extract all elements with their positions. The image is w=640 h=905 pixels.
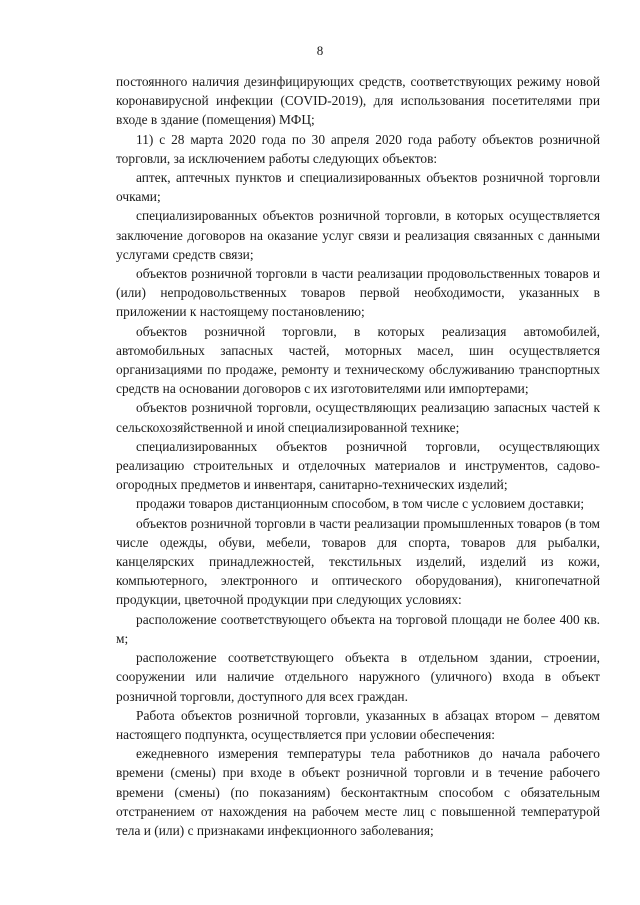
paragraph: специализированных объектов розничной торговли, осуществляющих реализацию строительных и отделочных материалов и инструментов, садово-огородных предметов и инвентаря, санитарно-технических изделий; — [116, 438, 600, 493]
paragraph: ежедневного измерения температуры тела работников до начала рабочего времени (смены) при входе в объект розничной торговли и в течение рабочего времени (смены) (по показаниям) бесконтактным способом с обязательным отстранением от нахождения на рабочем месте лиц с повышенной температурой тела и (или) с признаками инфекционного заболевания; — [116, 746, 600, 838]
paragraph: объектов розничной торговли, в которых реализация автомобилей, автомобильных запасных частей, моторных масел, шин осуществляется организациями по продаже, ремонту и техническому обслуживанию транспортных средств на основании договоров с их изготовителями или импортерами; — [116, 323, 600, 397]
paragraph: объектов розничной торговли в части реализации продовольственных товаров и (или) непродовольственных товаров первой необходимости, указанных в приложении к настоящему постановлению; — [116, 266, 600, 320]
paragraph: объектов розничной торговли в части реализации промышленных товаров (в том числе одежды, обуви, мебели, товаров для спорта, товаров для рыбалки, канцелярских принадлежностей, текстильных изделий, изделий из кожи, компьютерного, электронного и оптического оборудования), книгопечатной продукции, цветочной продукции при следующих условиях: — [116, 515, 600, 608]
paragraph: Работа объектов розничной торговли, указанных в абзацах втором – девятом настоящего подпункта, осуществляется при условии обеспечения: — [116, 707, 600, 742]
paragraph: объектов розничной торговли, осуществляющих реализацию запасных частей к сельскохозяйственной и иной специализированной технике; — [116, 400, 600, 435]
paragraph: продажи товаров дистанционным способом, в том числе с условием доставки; — [136, 496, 585, 512]
paragraph: аптек, аптечных пунктов и специализированных объектов розничной торговли очками; — [116, 170, 600, 205]
paragraph: постоянного наличия дезинфицирующих средств, соответствующих режиму новой коронавирусной инфекции (COVID-2019), для использования посетителями при входе в здание (помещения) МФЦ; — [116, 74, 600, 128]
document-body — [116, 72, 600, 840]
paragraph: специализированных объектов розничной торговли, в которых осуществляется заключение договоров на оказание услуг связи и реализация связанных с данными услугами средств связи; — [116, 208, 600, 262]
page-number: 8 — [316, 43, 324, 58]
paragraph: расположение соответствующего объекта в отдельном здании, строении, сооружении или наличие отдельного наружного (уличного) входа в объект розничной торговли, доступного для всех граждан. — [116, 650, 600, 704]
paragraph: 11) с 28 марта 2020 года по 30 апреля 2020 года работу объектов розничной торговли, за исключением работы следующих объектов: — [116, 131, 600, 166]
paragraph: расположение соответствующего объекта на торговой площади не более 400 кв. м; — [116, 611, 600, 646]
